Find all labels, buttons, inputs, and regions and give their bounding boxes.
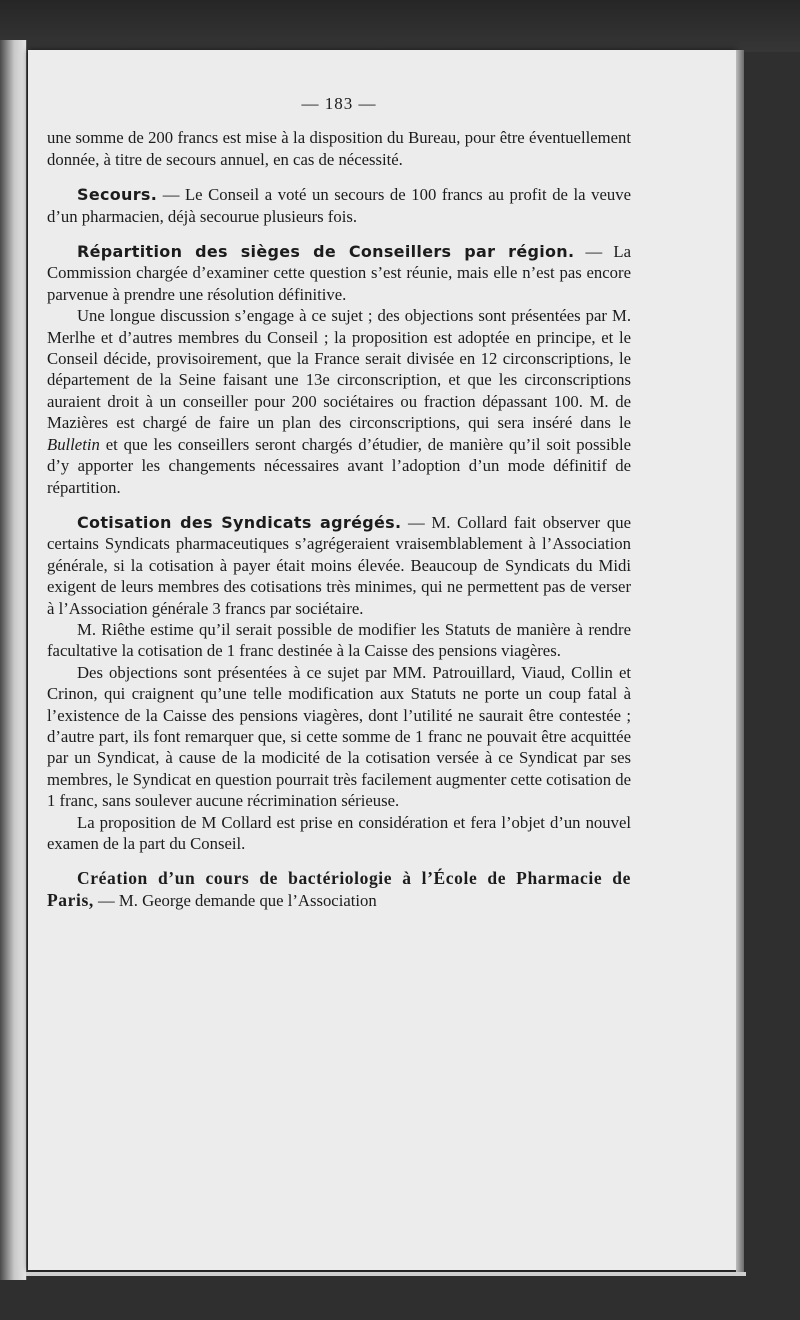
left-page-edge (0, 40, 27, 1280)
paragraph-continuation: une somme de 200 francs est mise à la disposition du Bureau, pour être éventuellement donnée, à titre de secours annuel, en cas de nécessité. (47, 128, 631, 169)
page-content (47, 93, 631, 911)
section-secours (47, 184, 631, 227)
text-span: et que les conseillers seront chargés d’étudier, de manière qu’il soit possible d’y apporter les changements nécessaires avant l’adoption d’un mode définitif de répartition. (47, 434, 631, 497)
section-heading-repartition: Répartition des sièges de Conseillers par région. (77, 242, 575, 262)
italic-bulletin: Bulletin (47, 434, 100, 454)
section-creation (47, 868, 631, 911)
text-span: Une longue discussion s’engage à ce sujet ; des objections sont présentées par M. Merlhe et d’autres membres du Conseil ; la proposition est adoptée en principe, et le Conseil décide, provisoirement, que la France serait divisée en 12 circonscriptions, le département de la Seine faisant une 13e circonscription, et que les circonscriptions auraient droit à un conseiller pour 200 sociétaires ou fraction dépassant 100. M. de Mazières est chargé de faire un plan des circonscriptions, qui sera inséré dans le (47, 306, 631, 433)
section-text-cotisation: — M. Collard fait observer que certains Syndicats pharmaceutiques s’agrégeraient vraisemblablement à l’Association générale, si la cotisation à payer était moins élevée. Beaucoup de Syndicats du Midi exigent de leurs membres des cotisations très minimes, qui ne permettent pas de verser à l’Association générale 3 francs par sociétaire. (47, 512, 631, 618)
paragraph-repartition-discussion (47, 305, 631, 498)
section-heading-cotisation: Cotisation des Syndicats agrégés. (77, 512, 402, 532)
section-heading-secours: Secours. (77, 185, 158, 205)
section-heading-creation: Création d’un cours de bactériologie à l’École de Pharmacie de Paris, (47, 868, 631, 910)
section-repartition (47, 241, 631, 305)
page-number: — 183 — (301, 94, 377, 113)
paragraph-objections: Des objections sont présentées à ce sujet par MM. Patrouillard, Viaud, Collin et Crinon, qui craignent qu’une telle modification aux Statuts ne porte un coup fatal à l’existence de la Caisse des pensions viagères, dont l’utilité ne saurait être contestée ; d’autre part, ils font remarquer que, si cette somme de 1 franc ne pouvait être acquittée par un Syndicat, à cause de la modicité de la cotisation versée à ce Syndicat par ses membres, le Syndicat en question pourrait très facilement augmenter cette cotisation de 1 franc, sans soulever aucune récrimination sérieuse. (47, 662, 631, 811)
section-text-creation: — M. George demande que l’Association (93, 890, 377, 910)
section-text-repartition: — La Commission chargée d’examiner cette question s’est réunie, mais elle n’est pas encore parvenue à prendre une résolution définitive. (47, 242, 631, 304)
section-cotisation (47, 512, 631, 619)
paragraph-proposition: La proposition de M Collard est prise en considération et fera l’objet d’un nouvel examen de la part du Conseil. (47, 812, 631, 853)
section-text-secours: — Le Conseil a voté un secours de 100 francs au profit de la veuve d’un pharmacien, déjà secourue plusieurs fois. (47, 185, 631, 226)
paragraph-riethe: M. Riêthe estime qu’il serait possible de modifier les Statuts de manière à rendre facultative la cotisation de 1 franc destinée à la Caisse des pensions viagères. (47, 619, 631, 661)
page-bottom-edge (26, 1272, 746, 1276)
scan-background-top (0, 0, 800, 52)
right-page-edge (736, 50, 744, 1272)
